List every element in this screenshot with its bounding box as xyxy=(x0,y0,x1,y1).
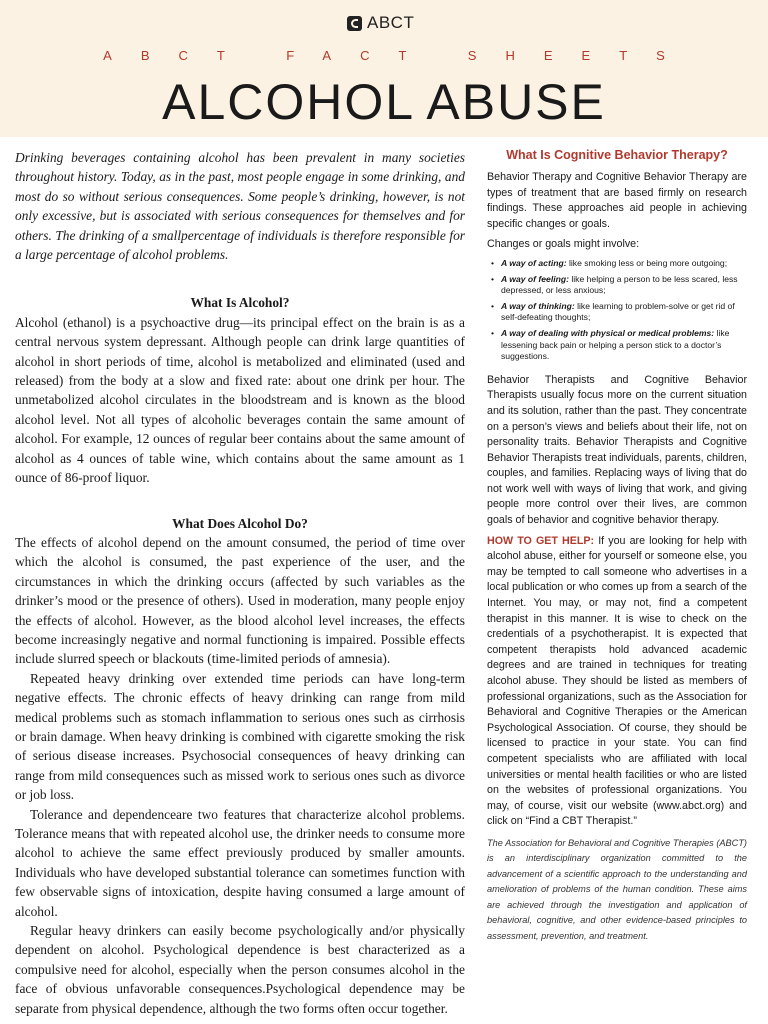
goal-label: A way of feeling: xyxy=(501,273,569,284)
header-banner xyxy=(0,0,768,137)
list-item xyxy=(491,328,747,363)
help-text: If you are looking for help with alcohol abuse, either for yourself or someone else, you may be tempted to call someone who advertises in a local publication or who comes up from a search of the Internet. You may, or may not, find a competent therapist in this manner. It is wise to check on the credentials of a psychotherapist. It is expected that competent therapists hold advanced academic degrees and are trained in techniques for treating alcohol abuse. They should be listed as members of professional organizations, such as the Association for Behavioral and Cognitive Therapies or the American Psychological Association. Of course, they should be licensed to practice in your state. You can find competent specialists who are affiliated with local universities or mental health facilities or who are listed on the websites of professional organizations. You may, of course, visit our website (www.abct.org) and click on “Find a CBT Therapist.” xyxy=(487,534,747,828)
page-title: ALCOHOL ABUSE xyxy=(162,74,606,130)
list-item xyxy=(491,301,747,324)
list-item xyxy=(491,274,747,297)
abct-logo xyxy=(347,13,414,33)
cbt-intro-paragraph: Behavior Therapy and Cognitive Behavior Therapy are types of treatment that are based firmly on research findings. These approaches aid people in achieving specific changes or goals. xyxy=(487,171,747,230)
paragraph-dependence: Regular heavy drinkers can easily become psychologically and/or physically dependent on alcohol. Psychological dependence is best characterized as a compulsive need for alcohol, especially when the person consumes alcohol in the face of obvious unfavorable consequences.Psychological dependence may be separate from physical dependence, although the two forms often occur together. xyxy=(15,923,465,1016)
goals-list xyxy=(487,258,747,363)
help-paragraph xyxy=(487,534,747,830)
goal-text: like lessening back pain or helping a person stick to a doctor’s suggestions. xyxy=(501,327,730,362)
section-heading-what-is-alcohol: What Is Alcohol? xyxy=(190,295,290,311)
goal-text: like helping a person to be less scared, less depressed, or less anxious; xyxy=(501,273,738,296)
paragraph-effects: The effects of alcohol depend on the amount consumed, the period of time over which the alcohol is consumed, the past experience of the user, and the circumstances in which the drinking occurs (affected by such variables as the drinker’s mood or the presence of others). Used in moderation, many people enjoy the effects of alcohol. However, as the blood alcohol level increases, the effects become increasingly negative and normal functioning is impaired. Possible effects include slurred speech or blackouts (time-limited periods of amnesia). xyxy=(15,534,465,667)
goal-label: A way of acting: xyxy=(501,257,567,268)
series-label: ABCT FACT SHEETS xyxy=(103,48,694,63)
intro-paragraph: Drinking beverages containing alcohol has been prevalent in many societies throughout history. Today, as in the past, most people engage in some drinking, and most do so without serious consequences. Some people’s drinking, however, is not only excessive, but is associated with serious consequences for themselves and for others. The drinking of a smallpercentage of individuals is therefore responsible for a large percentage of alcohol problems. xyxy=(15,150,465,263)
therapists-paragraph: Behavior Therapists and Cognitive Behavior Therapists usually focus more on the current situation and its solution, rather than the past. They concentrate on a person’s views and beliefs about their life, not on personality traits. Behavior Therapists and Cognitive Behavior Therapists treat individuals, parents, children, couples, and families. Replacing ways of living that do not work well with ways of living that work, and giving people more control over their lives, are common goals of behavior and cognitive behavior therapy. xyxy=(487,373,748,527)
about-abct-paragraph: The Association for Behavioral and Cognitive Therapies (ABCT) is an interdisciplinary organization committed to the advancement of a scientific approach to the understanding and amelioration of problems of the human condition. These aims are achieved through the investigation and application of behavioral, cognitive, and other evidence-based principles to assessment, prevention, and treatment. xyxy=(487,837,747,941)
sidebar-heading: What Is Cognitive Behavior Therapy? xyxy=(506,148,728,162)
goals-lead-in: Changes or goals might involve: xyxy=(487,238,640,251)
abct-logo-icon xyxy=(347,16,362,31)
paragraph-what-is-alcohol: Alcohol (ethanol) is a psychoactive drug—its principal effect on the brain is as a central nervous system depressant. Although people can drink large quantities of alcohol in short periods of time, alcohol is metabolized and eliminated (used and released) from the body at a slow and fixed rate: about one drink per hour. The unmetabolized alcohol circulates in the bloodstream and is known as the blood alcohol level. Not all types of alcoholic beverages contain the same amount of alcohol. For example, 12 ounces of regular beer contains about the same amount of alcohol as 4 ounces of table wine, which contains about the same amount as 1 ounce of 86-proof liquor. xyxy=(15,314,465,486)
help-label: HOW TO GET HELP: xyxy=(487,534,595,547)
list-item xyxy=(491,258,747,270)
paragraph-tolerance: Tolerance and dependenceare two features that characterize alcohol problems. Tolerance means that with repeated alcohol use, the drinker needs to consume more alcohol to achieve the same effect previously produced by smaller amounts. Individuals who have developed substantial tolerance can sometimes function with few observable signs of intoxication, despite having consumed a large amount of alcohol. xyxy=(15,806,465,919)
section-heading-what-does-alcohol-do: What Does Alcohol Do? xyxy=(172,515,308,531)
right-column xyxy=(487,147,747,949)
left-column xyxy=(15,148,465,1018)
goal-label: A way of thinking: xyxy=(501,300,575,311)
goal-text: like learning to problem-solve or get rid of self-defeating thoughts; xyxy=(501,300,735,323)
logo-text: ABCT xyxy=(367,13,415,32)
goal-text: like smoking less or being more outgoing; xyxy=(566,257,728,268)
paragraph-chronic-effects: Repeated heavy drinking over extended time periods can have long-term negative effects. The chronic effects of heavy drinking can range from mild medical problems such as stomach inflammation to serious ones such as cirrhosis or brain damage. When heavy drinking is combined with cigarette smoking the risk of serious disease increases. Psychosocial consequences of heavy drinking can range from mild consequences such as missed work to serious ones such as divorce or job loss. xyxy=(15,670,465,803)
goal-label: A way of dealing with physical or medical problems: xyxy=(501,327,715,338)
